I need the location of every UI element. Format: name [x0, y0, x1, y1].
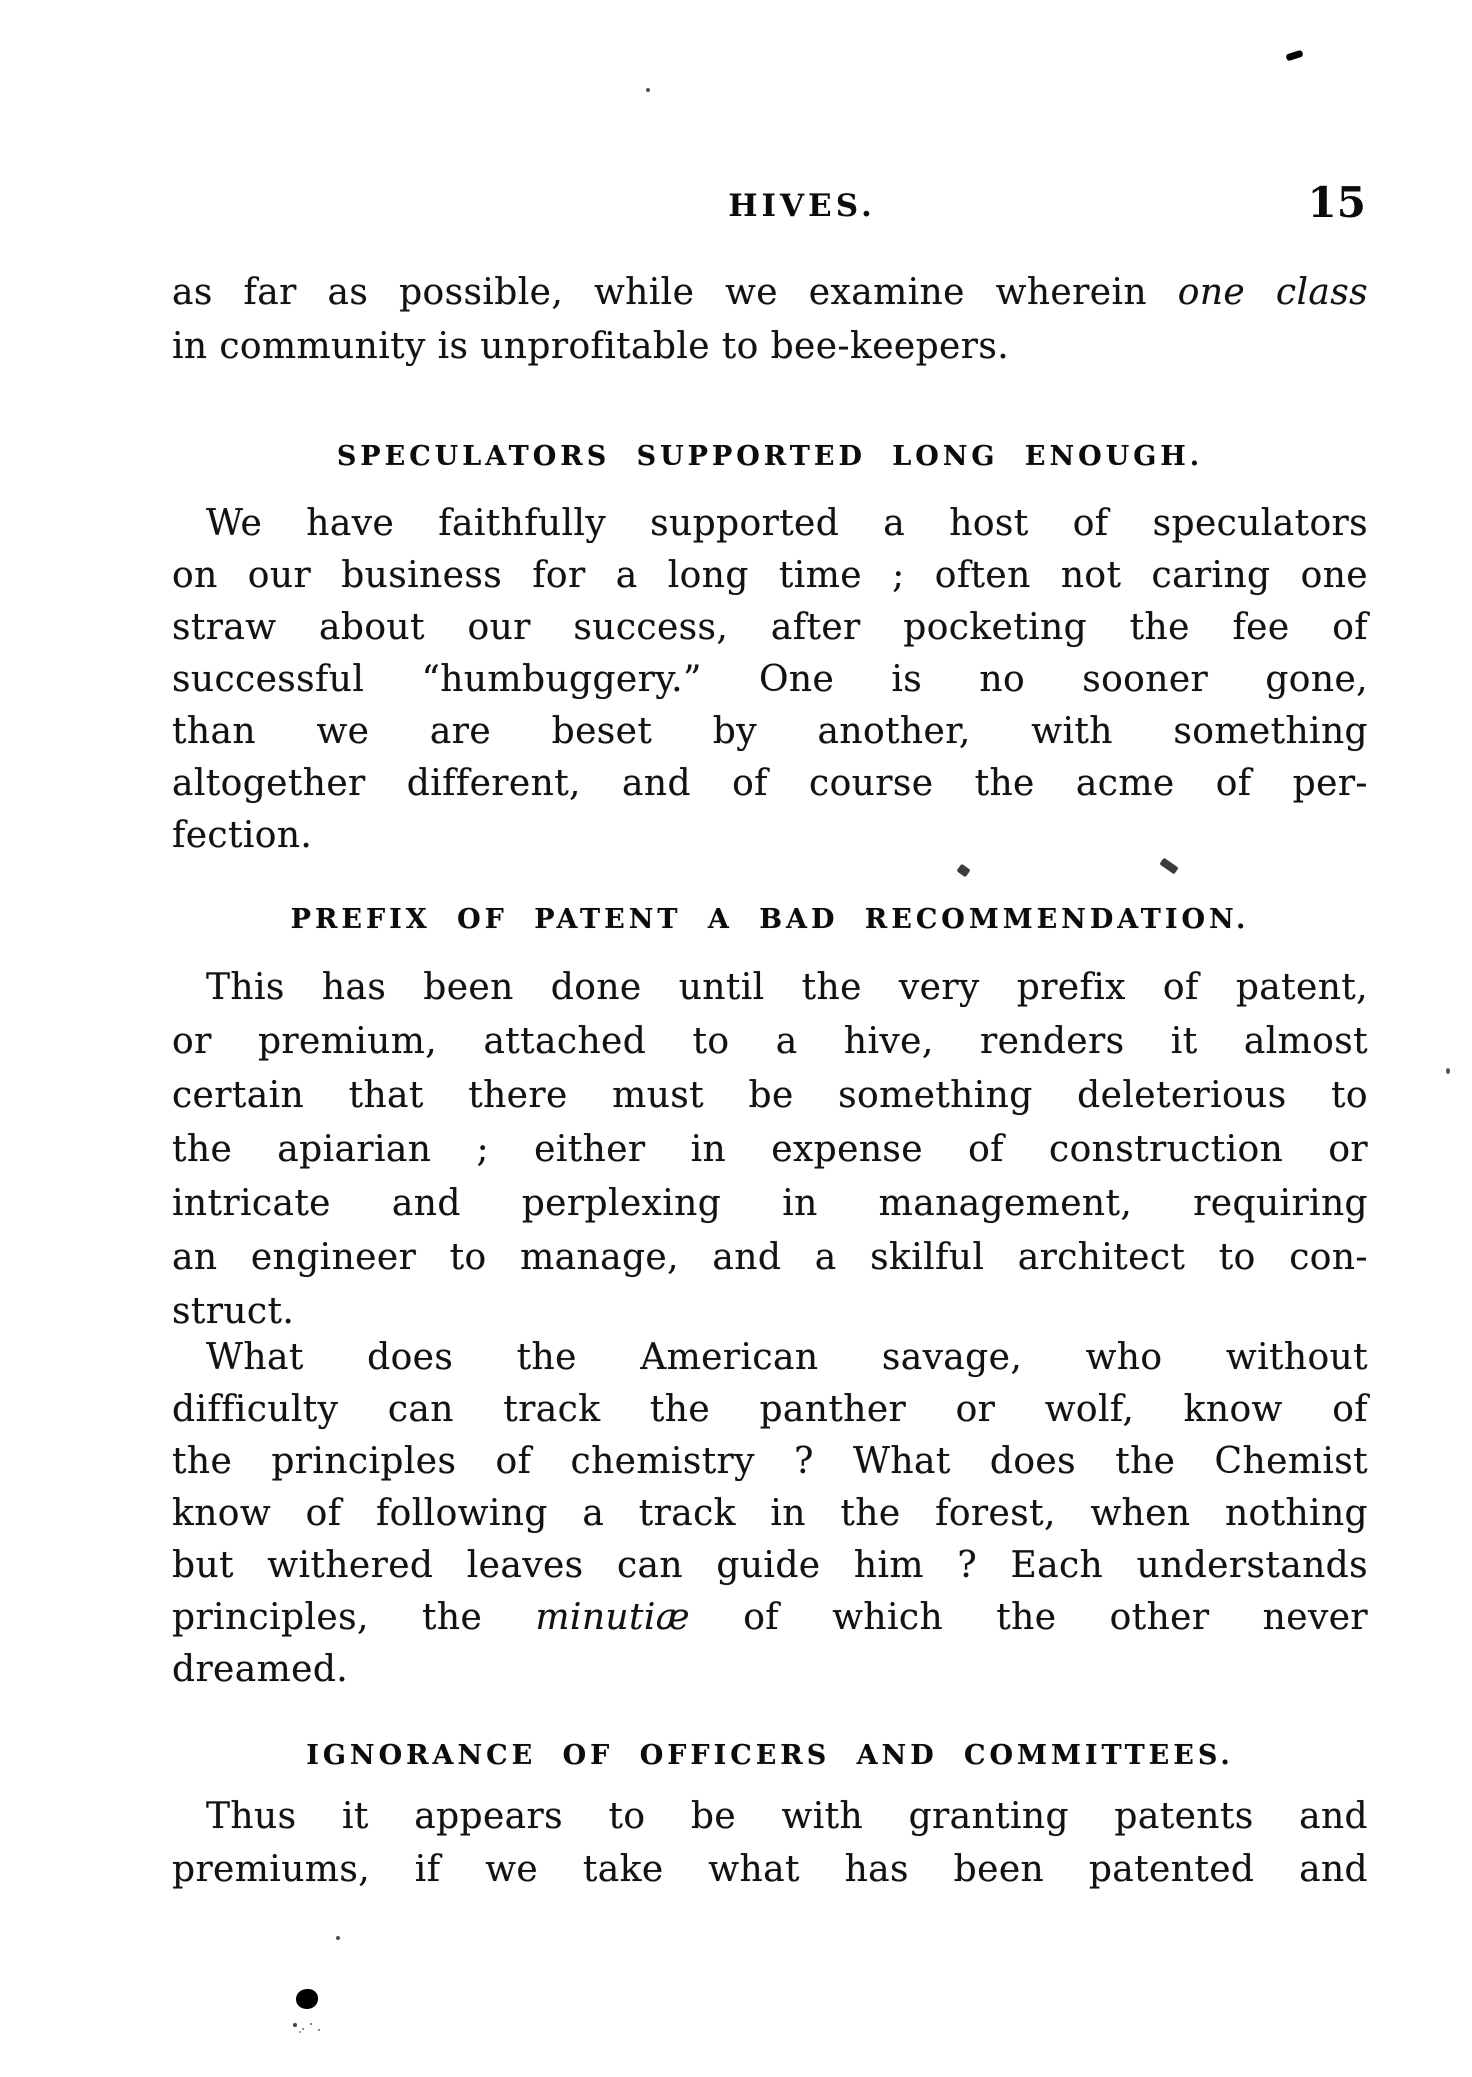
text-line [172, 1384, 1368, 1436]
text-line [172, 758, 1368, 810]
text-segment: What does the American savage, who without [206, 1337, 1368, 1378]
text-line [172, 1123, 1368, 1177]
text-segment: certain that there must be something deleterious to [172, 1075, 1368, 1116]
text-segment: in community is unprofitable to bee-keepers. [172, 326, 1010, 367]
paragraph [172, 498, 1368, 862]
ink-speck [288, 2018, 294, 2024]
text-line [172, 550, 1368, 602]
text-segment: difficulty can track the panther or wolf, know of [172, 1389, 1368, 1430]
text-segment: but withered leaves can guide him ? Each understands [172, 1545, 1368, 1586]
text-line [172, 1231, 1368, 1285]
italic-text: minutiæ [535, 1597, 691, 1638]
text-segment: straw about our success, after pocketing the fee of [172, 607, 1368, 648]
page-number: 15 [1307, 178, 1366, 227]
text-line [172, 1177, 1368, 1231]
text-segment: premiums, if we take what has been patented and [172, 1849, 1368, 1890]
text-line [172, 1436, 1368, 1488]
italic-text: one class [1177, 272, 1369, 313]
text-line [172, 1285, 1368, 1339]
text-segment: on our business for a long time ; often not caring one [172, 555, 1368, 596]
text-segment: the principles of chemistry ? What does the Chemist [172, 1441, 1368, 1482]
text-line [172, 498, 1368, 550]
text-line [172, 1332, 1368, 1384]
text-line [172, 266, 1368, 320]
text-line [172, 1790, 1368, 1843]
text-line [172, 654, 1368, 706]
text-segment: the apiarian ; either in expense of construction or [172, 1129, 1368, 1170]
text-segment: intricate and perplexing in management, requiring [172, 1183, 1368, 1224]
section-heading: IGNORANCE OF OFFICERS AND COMMITTEES. [306, 1740, 1234, 1771]
text-segment: as far as possible, while we examine wherein [172, 272, 1178, 313]
text-line [172, 706, 1368, 758]
text-segment: This has been done until the very prefix of patent, [206, 967, 1368, 1008]
text-segment: or premium, attached to a hive, renders it almost [172, 1021, 1368, 1062]
ink-speck [646, 88, 650, 92]
text-segment: altogether different, and of course the acme of per- [172, 763, 1368, 804]
text-line [172, 1540, 1368, 1592]
page-header-title: HIVES. [728, 188, 876, 224]
section-heading: PREFIX OF PATENT A BAD RECOMMENDATION. [290, 904, 1250, 935]
text-line [172, 1488, 1368, 1540]
section-heading: SPECULATORS SUPPORTED LONG ENOUGH. [336, 441, 1204, 472]
paragraph [172, 266, 1368, 374]
text-segment: principles, the [172, 1597, 536, 1638]
text-line [172, 1015, 1368, 1069]
text-segment: We have faithfully supported a host of speculators [206, 503, 1368, 544]
text-line [172, 810, 1368, 862]
paragraph [172, 961, 1368, 1339]
text-segment: fection. [172, 815, 313, 856]
text-line [172, 1644, 1368, 1696]
text-segment: Thus it appears to be with granting patents and [206, 1796, 1368, 1837]
text-segment: dreamed. [172, 1649, 349, 1690]
text-line [172, 1592, 1368, 1644]
page-body [172, 0, 1368, 2077]
ink-blot [296, 1989, 318, 2009]
text-line [172, 1843, 1368, 1896]
text-line [172, 602, 1368, 654]
text-segment: struct. [172, 1291, 295, 1332]
text-segment: know of following a track in the forest, when nothing [172, 1493, 1368, 1534]
ink-speck [1446, 1068, 1450, 1074]
text-segment: than we are beset by another, with something [172, 711, 1368, 752]
text-line [172, 1069, 1368, 1123]
text-segment: an engineer to manage, and a skilful architect to con- [172, 1237, 1368, 1278]
ink-speck [336, 1936, 340, 1940]
paragraph [172, 1790, 1368, 1896]
text-segment: successful “humbuggery.” One is no sooner gone, [172, 659, 1368, 700]
text-line [172, 320, 1368, 374]
text-segment: of which the other never [690, 1597, 1369, 1638]
paragraph [172, 1332, 1368, 1696]
text-line [172, 961, 1368, 1015]
